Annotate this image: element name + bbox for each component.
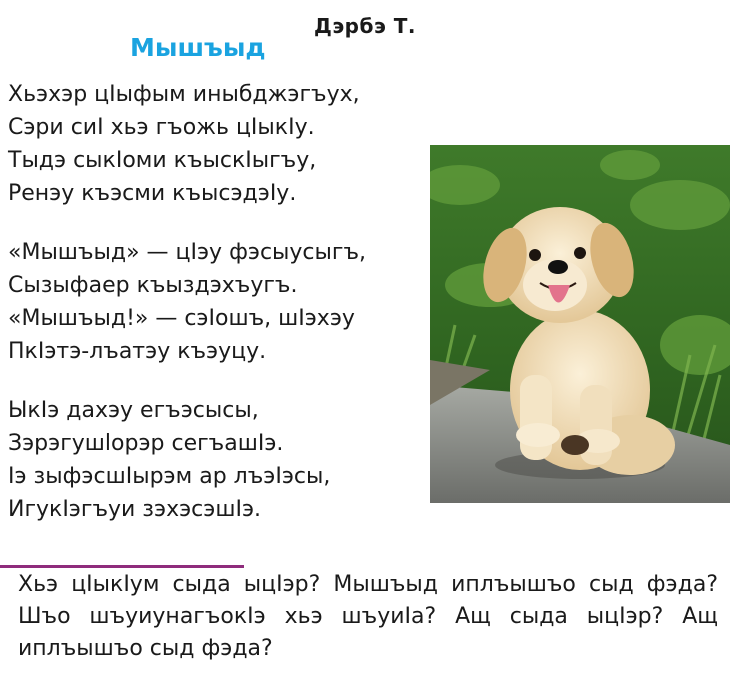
poem-line: Сэри сиI хьэ гъожь цIыкIу. — [8, 115, 315, 140]
divider-rule — [0, 565, 244, 568]
poem-body — [8, 78, 418, 552]
poem-line: Iэ зыфэсшIырэм ар лъэIэсы, — [8, 464, 331, 489]
poem-line: Тыдэ сыкIоми къыскIыгъу, — [8, 148, 317, 173]
poem-stanza-3 — [8, 394, 418, 526]
poem-line: «Мышъыд!» — сэIошъ, шIэхэу — [8, 306, 355, 331]
poem-line: Хьэхэр цIыфым иныбджэгъух, — [8, 82, 360, 107]
author-name: Дэрбэ Т. — [314, 14, 417, 38]
poem-line: Сызыфаер къыздэхъугъ. — [8, 273, 298, 298]
poem-line: ЫкIэ дахэу егъэсысы, — [8, 398, 259, 423]
poem-line: «Мышъыд» — цIэу фэсыусыгъ, — [8, 240, 366, 265]
poem-line: Ренэу къэсми къысэдэIу. — [8, 181, 297, 206]
poem-line: ПкIэтэ-лъатэу къэуцу. — [8, 339, 267, 364]
puppy-photo — [430, 145, 730, 503]
question-text: Хьэ цIыкIум сыда ыцIэр? Мышъыд иплъышъо сыд фэда? Шъо шъуиунагъокIэ хьэ шъуиIа? Ащ сыда ыцIэр? Ащ иплъышъо сыд фэда? — [18, 572, 718, 661]
poem-stanza-1 — [8, 78, 418, 210]
poem-line: ИгукIэгъуи зэхэсэшIэ. — [8, 497, 262, 522]
poem-line: Зэрэгушlорэр сегъашIэ. — [8, 431, 284, 456]
poem-stanza-2 — [8, 236, 418, 368]
poem-title: Мышъыд — [130, 33, 266, 62]
